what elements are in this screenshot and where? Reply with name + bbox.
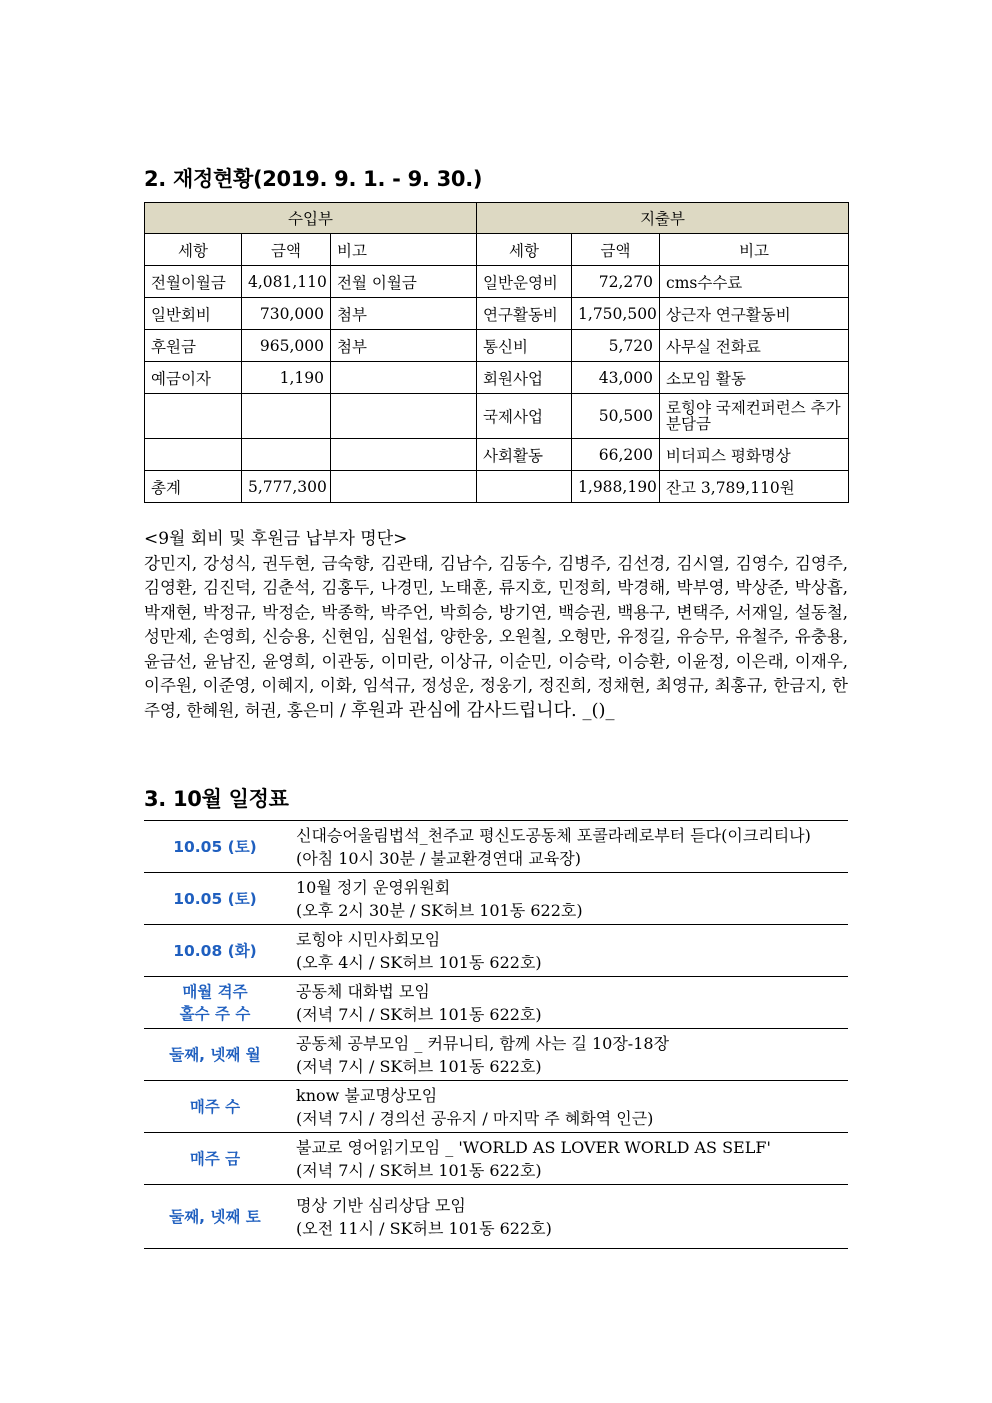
- table-row: [145, 266, 849, 298]
- table-cell: 비더피스 평화명상: [660, 439, 849, 471]
- income-header: 수입부: [145, 203, 477, 234]
- table-row: [145, 330, 849, 362]
- column-header: 금액: [242, 234, 331, 266]
- table-cell: 전월이월금: [145, 266, 242, 298]
- table-cell: [331, 439, 477, 471]
- table-cell: 일반운영비: [477, 266, 572, 298]
- table-row: [145, 362, 849, 394]
- schedule-event-title: 불교로 영어읽기모임 _ 'WORLD AS LOVER WORLD AS SELF': [296, 1137, 771, 1157]
- schedule-event-detail: (저녁 7시 / SK허브 101동 622호): [296, 1004, 542, 1024]
- table-cell: 첨부: [331, 298, 477, 330]
- table-cell: 연구활동비: [477, 298, 572, 330]
- schedule-table: [144, 820, 848, 1249]
- schedule-event-detail: (저녁 7시 / SK허브 101동 622호): [296, 1056, 542, 1076]
- table-cell: [145, 439, 242, 471]
- schedule-description: [286, 1185, 848, 1249]
- table-cell: [145, 394, 242, 439]
- table-cell: 전월 이월금: [331, 266, 477, 298]
- table-cell: cms수수료: [660, 266, 849, 298]
- schedule-description: [286, 873, 848, 925]
- table-cell: 72,270: [572, 266, 660, 298]
- table-cell: 국제사업: [477, 394, 572, 439]
- thanks-message: 후원과 관심에 감사드립니다. _()_: [350, 699, 615, 721]
- table-cell: [331, 471, 477, 503]
- finance-section-title: 2. 재정현황(2019. 9. 1. - 9. 30.): [144, 167, 483, 191]
- schedule-section-title: 3. 10월 일정표: [144, 787, 289, 811]
- schedule-date: 매주 금: [144, 1133, 286, 1185]
- schedule-description: [286, 925, 848, 977]
- schedule-row: [144, 873, 848, 925]
- table-cell: 4,081,110: [242, 266, 331, 298]
- table-cell: [477, 471, 572, 503]
- table-cell: 66,200: [572, 439, 660, 471]
- table-cell: 730,000: [242, 298, 331, 330]
- table-cell: 로힝야 국제컨퍼런스 추가분담금: [660, 394, 849, 439]
- donor-list: [144, 527, 848, 723]
- schedule-event-title: 공동체 대화법 모임: [296, 981, 430, 1001]
- table-row: [145, 439, 849, 471]
- schedule-event-title: 10월 정기 운영위원회: [296, 877, 451, 897]
- schedule-row: [144, 821, 848, 873]
- table-cell: [242, 439, 331, 471]
- schedule-event-title: know 불교명상모임: [296, 1085, 438, 1105]
- column-header: 비고: [331, 234, 477, 266]
- expense-header: 지출부: [477, 203, 849, 234]
- table-cell: 소모임 활동: [660, 362, 849, 394]
- column-header: 세항: [145, 234, 242, 266]
- schedule-description: [286, 1133, 848, 1185]
- schedule-row: [144, 1133, 848, 1185]
- table-cell: 43,000: [572, 362, 660, 394]
- schedule-event-detail: (저녁 7시 / SK허브 101동 622호): [296, 1160, 542, 1180]
- schedule-event-detail: (오전 11시 / SK허브 101동 622호): [296, 1218, 552, 1238]
- donor-names: 강민지, 강성식, 권두현, 금숙향, 김관태, 김남수, 김동수, 김병주, 김선경, 김시열, 김영수, 김영주, 김영환, 김진덕, 김춘석, 김홍두, 나경민, 노태훈, 류지호, 민정희, 박경해, 박부영, 박상준, 박상흡, 박재현, 박정규, 박정순, 박종학, 박주언, 박희승, 방기연, 백승권, 백용구, 변택주, 서재일, 설동철, 성만제, 손영희, 신승용, 신현임, 심원섭, 양한웅, 오원칠, 오형만, 유정길, 유승무, 유철주, 유충용, 윤금선, 윤남진, 윤영희, 이관동, 이미란, 이상규, 이순민, 이승락, 이승환, 이윤정, 이은래, 이재우, 이주원, 이준영, 이혜지, 이화, 임석규, 정성운, 정웅기, 정진희, 정채현, 최영규, 최홍규, 한금지, 한주영, 한혜원, 허권, 홍은미 /: [144, 553, 848, 720]
- schedule-row: [144, 1029, 848, 1081]
- column-header-row: [145, 234, 849, 266]
- table-cell: 1,750,500: [572, 298, 660, 330]
- schedule-event-detail: (오후 4시 / SK허브 101동 622호): [296, 952, 542, 972]
- schedule-row: [144, 1081, 848, 1133]
- table-row: [145, 394, 849, 439]
- schedule-row: [144, 1185, 848, 1249]
- schedule-description: [286, 821, 848, 873]
- column-header: 금액: [572, 234, 660, 266]
- table-cell: 잔고 3,789,110원: [660, 471, 849, 503]
- schedule-event-detail: (저녁 7시 / 경의선 공유지 / 마지막 주 혜화역 인근): [296, 1108, 654, 1128]
- column-header: 세항: [477, 234, 572, 266]
- schedule-event-title: 명상 기반 심리상담 모임: [296, 1195, 466, 1215]
- schedule-row: [144, 925, 848, 977]
- schedule-date: 10.05 (토): [144, 821, 286, 873]
- table-cell: 총계: [145, 471, 242, 503]
- table-cell: 50,500: [572, 394, 660, 439]
- schedule-event-title: 로힝야 시민사회모임: [296, 929, 441, 949]
- table-cell: [331, 394, 477, 439]
- column-header: 비고: [660, 234, 849, 266]
- schedule-date: 둘째, 넷째 토: [144, 1185, 286, 1249]
- table-row: [145, 298, 849, 330]
- table-cell: 1,190: [242, 362, 331, 394]
- schedule-event-detail: (아침 10시 30분 / 불교환경연대 교육장): [296, 848, 581, 868]
- schedule-date: 10.05 (토): [144, 873, 286, 925]
- table-cell: 5,777,300: [242, 471, 331, 503]
- table-cell: 통신비: [477, 330, 572, 362]
- schedule-date: 10.08 (화): [144, 925, 286, 977]
- table-cell: 후원금: [145, 330, 242, 362]
- schedule-date: 매주 수: [144, 1081, 286, 1133]
- donor-list-heading: <9월 회비 및 후원금 납부자 명단>: [144, 529, 408, 549]
- table-cell: [331, 362, 477, 394]
- table-cell: 첨부: [331, 330, 477, 362]
- finance-table: [144, 202, 849, 503]
- table-cell: 회원사업: [477, 362, 572, 394]
- schedule-event-detail: (오후 2시 30분 / SK허브 101동 622호): [296, 900, 583, 920]
- table-cell: 965,000: [242, 330, 331, 362]
- schedule-date: 둘째, 넷째 월: [144, 1029, 286, 1081]
- schedule-event-title: 공동체 공부모임 _ 커뮤니티, 함께 사는 길 10장-18장: [296, 1033, 670, 1053]
- table-cell: 예금이자: [145, 362, 242, 394]
- table-cell: 사회활동: [477, 439, 572, 471]
- schedule-event-title: 신대승어울림법석_천주교 평신도공동체 포콜라레로부터 듣다(이크리티나): [296, 825, 811, 845]
- table-cell: [242, 394, 331, 439]
- schedule-row: [144, 977, 848, 1029]
- table-total-row: [145, 471, 849, 503]
- table-cell: 상근자 연구활동비: [660, 298, 849, 330]
- table-cell: 1,988,190: [572, 471, 660, 503]
- table-cell: 사무실 전화료: [660, 330, 849, 362]
- schedule-description: [286, 1081, 848, 1133]
- table-cell: 5,720: [572, 330, 660, 362]
- table-cell: 일반회비: [145, 298, 242, 330]
- schedule-date: 매월 격주 홀수 주 수: [144, 977, 286, 1029]
- schedule-description: [286, 977, 848, 1029]
- schedule-description: [286, 1029, 848, 1081]
